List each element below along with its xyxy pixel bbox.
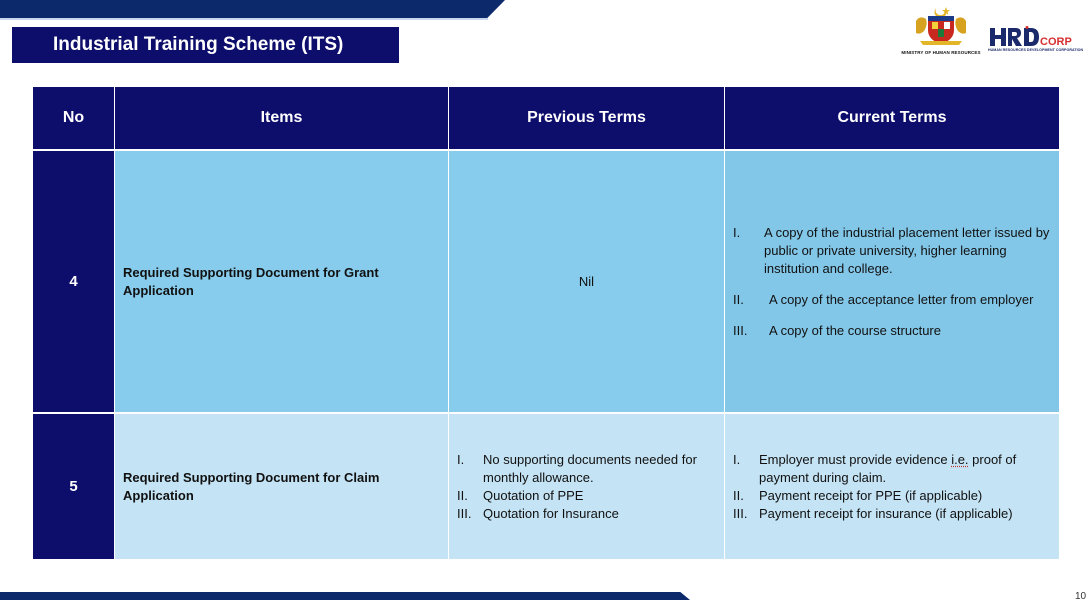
list-text: A copy of the acceptance letter from employer [769,291,1034,307]
list-numeral: II. [457,487,468,503]
row-5-current [725,414,1059,561]
row-4-item: Required Supporting Document for Grant Application [115,151,449,414]
top-banner-strip [0,0,505,18]
list-text: Quotation of PPE [483,487,584,503]
header-no: No [33,87,115,151]
row-4-previous: Nil [449,151,725,414]
list-numeral: II. [733,291,744,307]
list-text: Payment receipt for insurance (if applicable) [759,505,1013,521]
list-item [457,487,716,505]
list-numeral: III. [457,505,472,521]
row-5-no: 5 [33,414,115,561]
list-numeral: I. [733,451,741,467]
list-text: A copy of the industrial placement letter issued by public or private university, higher learning institution and college. [764,224,1050,276]
list-item [733,291,1051,309]
hrdcorp-logo [988,26,1086,58]
list-item [733,224,1051,278]
ministry-caption: MINISTRY OF HUMAN RESOURCES [901,50,981,55]
list-numeral: III. [733,322,748,338]
header-previous-terms: Previous Terms [449,87,725,151]
header-current-terms: Current Terms [725,87,1059,151]
header-items: Items [115,87,449,151]
row-5-previous [449,414,725,561]
list-numeral: III. [733,505,748,521]
list-numeral: I. [457,451,465,467]
list-numeral: II. [733,487,744,503]
bottom-banner-strip [0,592,690,600]
list-item [733,451,1051,487]
row-5-item: Required Supporting Document for Claim Application [115,414,449,561]
hrdcorp-wordmark-icon [988,26,1086,48]
list-text-abbrev: i.e. [951,451,969,467]
ministry-logo [898,5,984,57]
top-banner-accent [0,18,488,20]
svg-text:CORP: CORP [1040,36,1072,48]
hrdcorp-caption: HUMAN RESOURCES DEVELOPMENT CORPORATION [988,48,1084,52]
list-text: No supporting documents needed for monthly allowance. [483,451,697,485]
row-4-no: 4 [33,151,115,414]
list-text [759,451,1051,487]
list-item [733,505,1051,523]
terms-table [33,87,1059,564]
list-item [457,505,716,523]
list-text-part: proof of payment during claim. [759,451,1017,485]
list-numeral: I. [733,224,741,240]
list-item [733,487,1051,505]
slide-title: Industrial Training Scheme (ITS) [12,27,399,63]
list-text: Quotation for Insurance [483,505,619,521]
list-text: Payment receipt for PPE (if applicable) [759,487,983,503]
list-text-part: Employer must provide evidence [759,451,952,467]
list-item [733,322,1051,340]
row-4-current [725,151,1059,414]
malaysia-crest-icon [912,5,970,49]
list-item [457,451,716,487]
list-text: A copy of the course structure [769,322,941,338]
page-number: 10 [1075,591,1087,602]
